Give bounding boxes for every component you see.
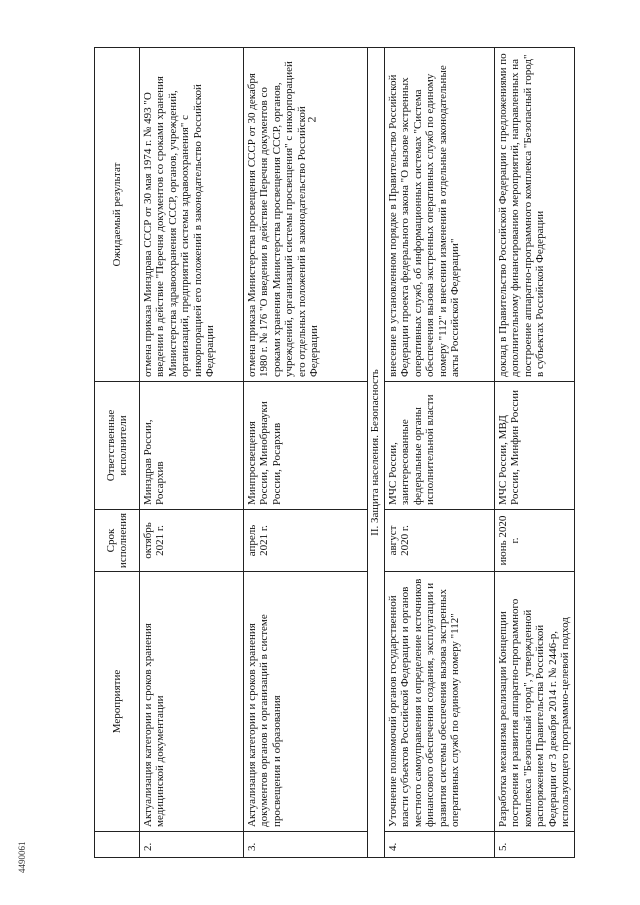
row-executors: МЧС России, заинтересованные федеральные органы исполнительной власти (385, 382, 495, 510)
rotated-table-container (94, 48, 572, 858)
row-number: 2. (140, 832, 244, 858)
header-result: Ожидаемый результат (95, 48, 140, 382)
section-title: II. Защита населения. Безопасность (368, 48, 385, 858)
row-term: июнь 2020 г. (495, 510, 575, 572)
row-event: Разработка механизма реализации Концепции построения и развития аппаратно-программного комплекса "Безопасный город", утвержденной распоряжением Правительства Российской Федерации от 3 декабря 2014 г. № 2446-р, использующего программно-целевой подход (495, 572, 575, 832)
page-number: 2 (304, 116, 319, 123)
row-event: Актуализация категории и сроков хранения медицинской документации (140, 572, 244, 832)
header-executors: Ответственные исполнители (95, 382, 140, 510)
table-row (140, 48, 244, 858)
row-event: Уточнение полномочий органов государственной власти субъектов Российской Федерации и органов местного самоуправления и определение источников финансового обеспечения создания, эксплуатации и развития системы обеспечения вызова экстренных оперативных служб по единому номеру "112" (385, 572, 495, 832)
row-term: апрель 2021 г. (244, 510, 368, 572)
table-row (385, 48, 495, 858)
row-executors: Минпросвещения России, Минобрнауки России, Росархив (244, 382, 368, 510)
table-header-row (95, 48, 140, 858)
row-result: доклад в Правительство Российской Федерации с предложениями по дополнительному финансированию мероприятий, направленных на построение аппаратно-программного комплекса "Безопасный город" в субъектах Российской Федерации (495, 48, 575, 382)
plan-table (94, 47, 575, 858)
row-number: 4. (385, 832, 495, 858)
row-executors: МЧС России, МВД России, Минфин России (495, 382, 575, 510)
document-id: 4490061 (17, 841, 27, 873)
row-number: 5. (495, 832, 575, 858)
row-result: отмена приказа Министерства просвещения СССР от 30 декабря 1980 г. № 176 "О введении в действие Перечня документов со сроками хранения Министерства просвещения СССР, органов, учреждений, организаций системы просвещения" с инкорпорацией его отдельных положений в законодательство Российской Федерации (244, 48, 368, 382)
row-result: внесение в установленном порядке в Правительство Российской Федерации проекта федерального закона "О вызове экстренных оперативных служб, об информационных системах "Система обеспечения вызова экстренных оперативных служб по единому номеру "112" и внесении изменений в отдельные законодательные акты Российской Федерации" (385, 48, 495, 382)
header-event: Мероприятие (95, 572, 140, 832)
header-number (95, 832, 140, 858)
header-term: Срок исполнения (95, 510, 140, 572)
row-term: август 2020 г. (385, 510, 495, 572)
table-row (244, 48, 368, 858)
row-executors: Минздрав России, Росархив (140, 382, 244, 510)
row-term: октябрь 2021 г. (140, 510, 244, 572)
row-event: Актуализация категории и сроков хранения документов органов и организаций в системе просвещения и образования (244, 572, 368, 832)
table-row (495, 48, 575, 858)
section-row (368, 48, 385, 858)
row-result: отмена приказа Минздрава СССР от 30 мая 1974 г. № 493 "О введении в действие "Перечня документов со сроками хранения Министерства здравоохранения СССР, органов, учреждений, организаций, предприятий системы здравоохранения" с инкорпорацией его положений в законодательство Российской Федерации (140, 48, 244, 382)
row-number: 3. (244, 832, 368, 858)
